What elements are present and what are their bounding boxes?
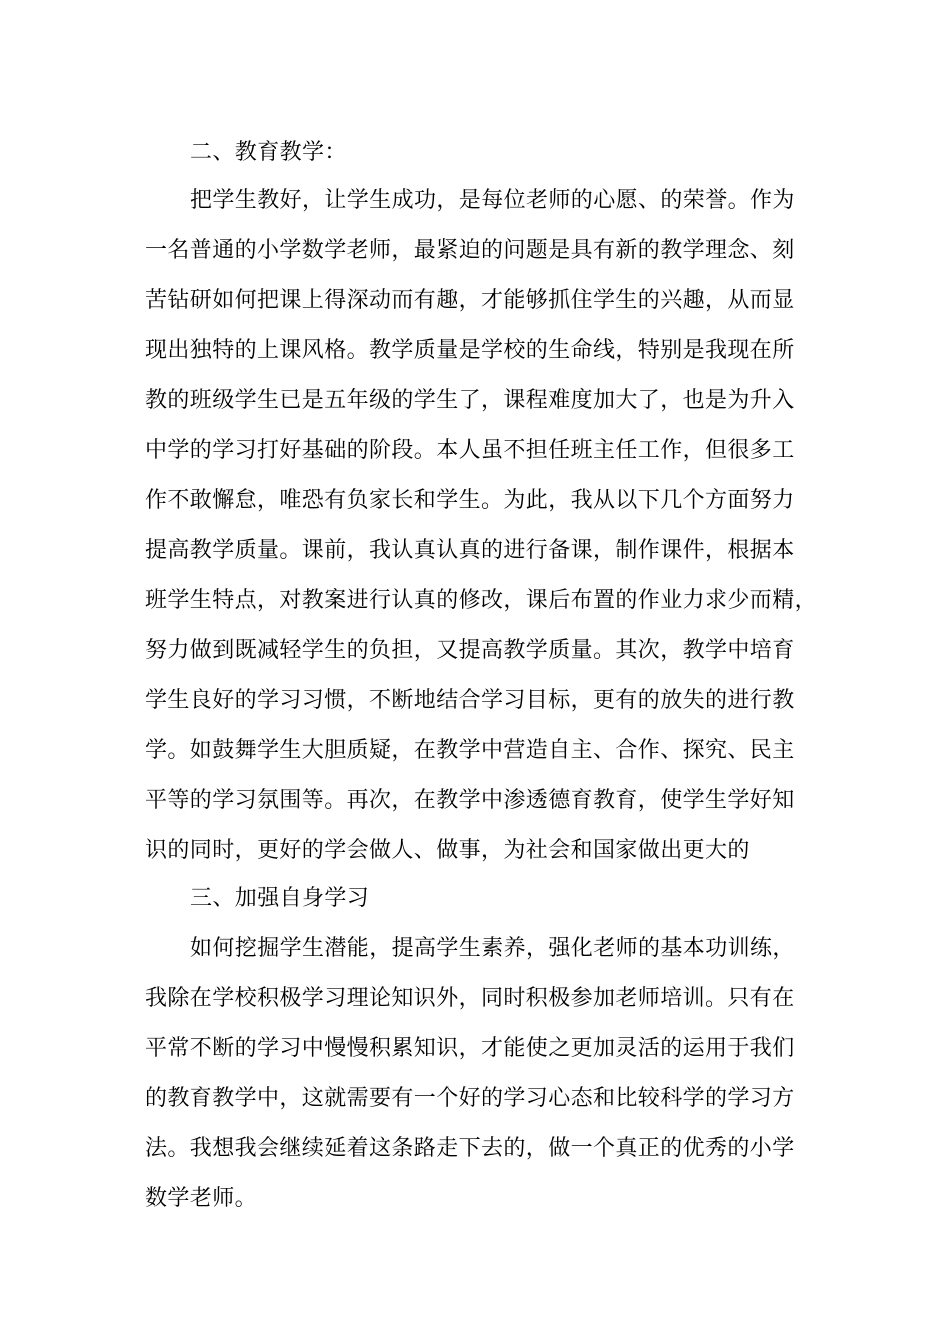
paragraph-line: 我除在学校积极学习理论知识外，同时积极参加老师培训。只有在 xyxy=(145,986,795,1011)
paragraph-line: 法。我想我会继续延着这条路走下去的，做一个真正的优秀的小学 xyxy=(145,1136,795,1161)
paragraph-line: 一名普通的小学数学老师，最紧迫的问题是具有新的教学理念、刻 xyxy=(145,238,795,263)
paragraph-line: 学。如鼓舞学生大胆质疑，在教学中营造自主、合作、探究、民主 xyxy=(145,738,795,763)
paragraph-line: 平常不断的学习中慢慢积累知识，才能使之更加灵活的运用于我们 xyxy=(145,1036,795,1061)
paragraph-line: 如何挖掘学生潜能，提高学生素养，强化老师的基本功训练， xyxy=(190,936,795,961)
paragraph-line: 数学老师。 xyxy=(145,1186,258,1211)
paragraph-line: 识的同时，更好的学会做人、做事，为社会和国家做出更大的 xyxy=(145,838,750,863)
section-heading-teaching: 二、教育教学： xyxy=(190,140,347,165)
paragraph-line: 苦钻研如何把课上得深动而有趣，才能够抓住学生的兴趣，从而显 xyxy=(145,288,795,313)
paragraph-line: 作不敢懈怠，唯恐有负家长和学生。为此，我从以下几个方面努力 xyxy=(145,488,795,513)
paragraph-line: 中学的学习打好基础的阶段。本人虽不担任班主任工作，但很多工 xyxy=(145,438,795,463)
paragraph-line: 把学生教好，让学生成功，是每位老师的心愿、的荣誉。作为 xyxy=(190,188,795,213)
paragraph-line: 教的班级学生已是五年级的学生了，课程难度加大了，也是为升入 xyxy=(145,388,795,413)
paragraph-line: 现出独特的上课风格。教学质量是学校的生命线，特别是我现在所 xyxy=(145,338,795,363)
paragraph-line: 班学生特点，对教案进行认真的修改，课后布置的作业力求少而精， xyxy=(145,588,818,613)
paragraph-line: 努力做到既减轻学生的负担，又提高教学质量。其次，教学中培育 xyxy=(145,638,795,663)
paragraph-line: 学生良好的学习习惯，不断地结合学习目标，更有的放失的进行教 xyxy=(145,688,795,713)
paragraph-line: 的教育教学中，这就需要有一个好的学习心态和比较科学的学习方 xyxy=(145,1086,795,1111)
paragraph-line: 提高教学质量。课前，我认真认真的进行备课，制作课件，根据本 xyxy=(145,538,795,563)
section-heading-self-study: 三、加强自身学习 xyxy=(190,886,370,911)
paragraph-line: 平等的学习氛围等。再次，在教学中渗透德育教育，使学生学好知 xyxy=(145,788,795,813)
